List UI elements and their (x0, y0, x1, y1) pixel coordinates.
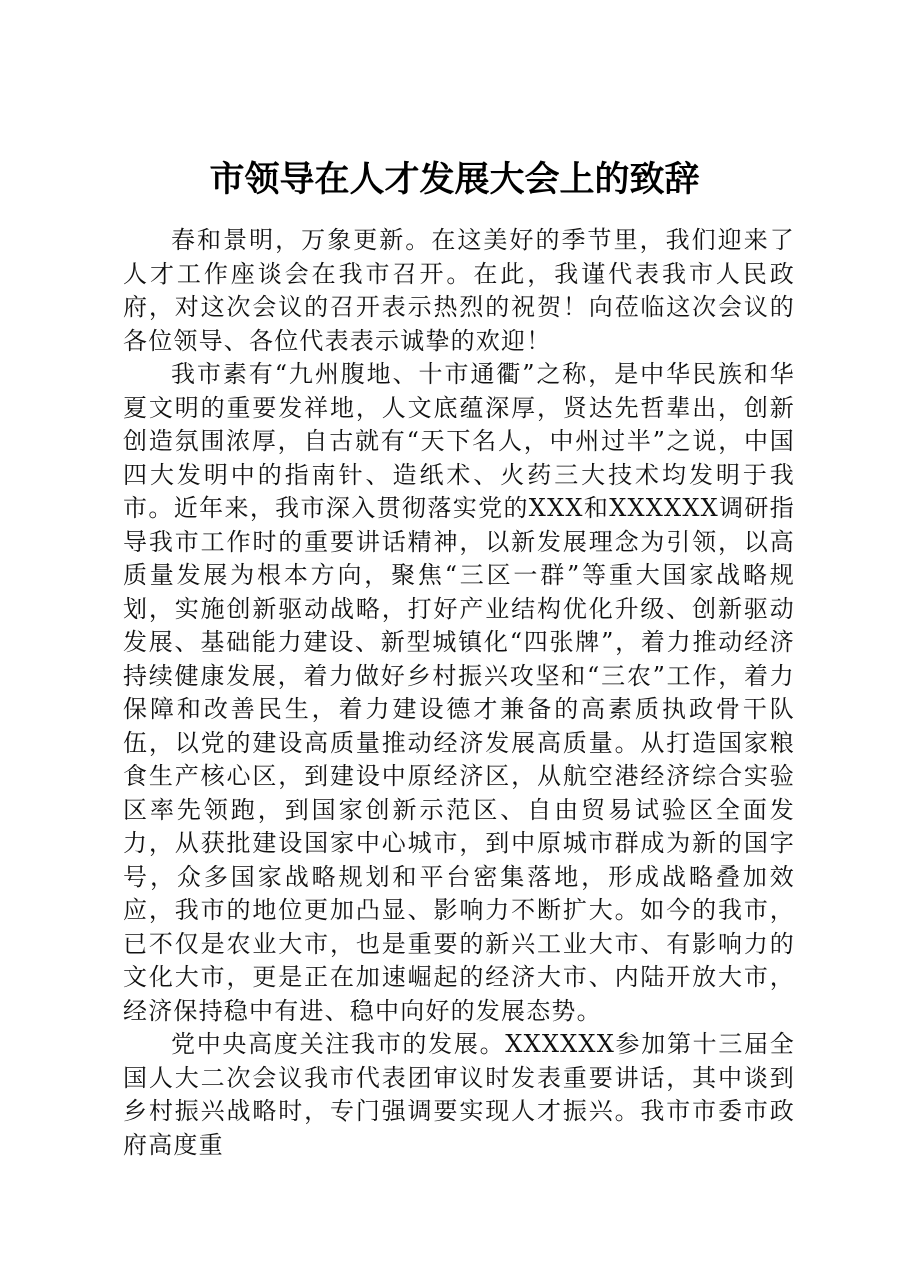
paragraph-3: 党中央高度关注我市的发展。XXXXXX参加第十三届全国人大二次会议我市代表团审议时发表重要讲话，其中谈到乡村振兴战略时，专门强调要实现人才振兴。我市市委市政府高度重 (123, 1030, 795, 1159)
paragraph-1: 春和景明，万象更新。在这美好的季节里，我们迎来了人才工作座谈会在我市召开。在此，我谨代表我市人民政府，对这次会议的召开表示热烈的祝贺！向莅临这次会议的各位领导、各位代表表示诚挚的欢迎！ (123, 226, 795, 355)
document-body (123, 224, 795, 1162)
document-title: 市领导在人才发展大会上的致辞 (209, 159, 700, 200)
paragraph-2: 我市素有“九州腹地、十市通衢”之称，是中华民族和华夏文明的重要发祥地，人文底蕴深厚，贤达先哲辈出，创新创造氛围浓厚，自古就有“天下名人，中州过半”之说，中国四大发明中的指南针、造纸术、火药三大技术均发明于我市。近年来，我市深入贯彻落实党的XXX和XXXXXX调研指导我市工作时的重要讲话精神，以新发展理念为引领，以高质量发展为根本方向，聚焦“三区一群”等重大国家战略规划，实施创新驱动战略，打好产业结构优化升级、创新驱动发展、基础能力建设、新型城镇化“四张牌”，着力推动经济持续健康发展，着力做好乡村振兴攻坚和“三农”工作，着力保障和改善民生，着力建设德才兼备的高素质执政骨干队伍，以党的建设高质量推动经济发展高质量。从打造国家粮食生产核心区，到建设中原经济区，从航空港经济综合实验区率先领跑，到国家创新示范区、自由贸易试验区全面发力，从获批建设国家中心城市，到中原城市群成为新的国字号，众多国家战略规划和平台密集落地，形成战略叠加效应，我市的地位更加凸显、影响力不断扩大。如今的我市，已不仅是农业大市，也是重要的新兴工业大市、有影响力的文化大市，更是正在加速崛起的经济大市、内陆开放大市，经济保持稳中有进、稳中向好的发展态势。 (123, 360, 795, 1025)
